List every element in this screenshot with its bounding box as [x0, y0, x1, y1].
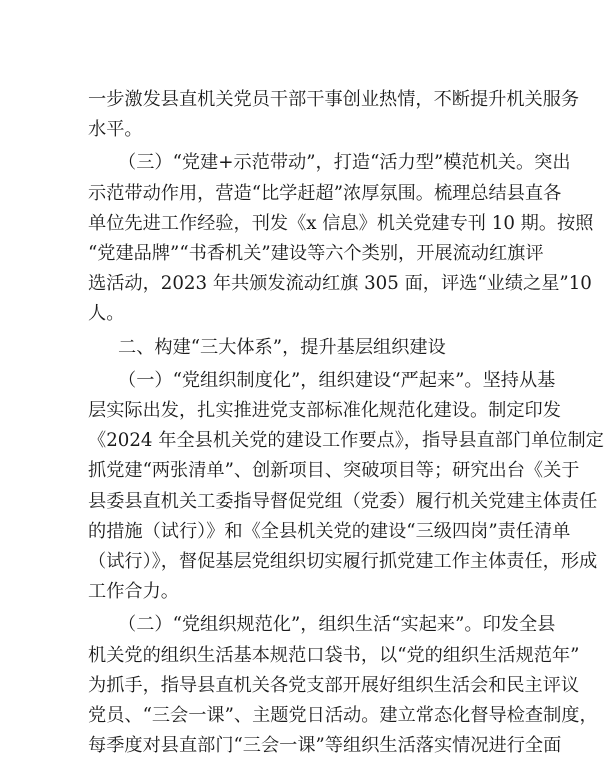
paragraph-line: （二）“党组织规范化”，组织生活“实起来”。印发全县 [118, 614, 556, 635]
paragraph-line: 党员、“三会一课”、主题党日活动。建立常态化督导检查制度， [88, 705, 598, 726]
paragraph-line: 工作合力。 [88, 581, 179, 602]
paragraph-line: （试行）》，督促基层党组织切实履行抓党建工作主体责任，形成 [88, 551, 598, 572]
paragraph-line: “党建品牌”“书香机关”建设等六个类别，开展流动红旗评 [88, 243, 544, 264]
paragraph-line: 的措施（试行）》和《全县机关党的建设“三级四岗”责任清单 [88, 521, 571, 542]
paragraph-line: （一）“党组织制度化”，组织建设“严起来”。坚持从基 [118, 370, 556, 391]
paragraph-line: 人。 [88, 303, 125, 324]
paragraph-line: 选活动，2023 年共颁发流动红旗 305 面，评选“业绩之星”10 [88, 273, 592, 294]
paragraph-line: （三）“党建+示范带动”，打造“活力型”模范机关。突出 [118, 152, 571, 173]
paragraph-line: 每季度对县直部门“三会一课”等组织生活落实情况进行全面 [88, 735, 562, 756]
paragraph-line: 县委县直机关工委指导督促党组（党委）履行机关党建主体责任 [88, 491, 598, 512]
paragraph-line: 水平。 [88, 119, 143, 140]
paragraph-line: 层实际出发，扎实推进党支部标准化规范化建设。制定印发 [88, 400, 561, 421]
paragraph-line: 一步激发县直机关党员干部干事创业热情，不断提升机关服务 [88, 89, 580, 110]
paragraph-line: 抓党建“两张清单”、创新项目、突破项目等；研究出台《关于 [88, 460, 580, 481]
paragraph-line: 机关党的组织生活基本规范口袋书，以“党的组织生活规范年” [88, 645, 580, 666]
section-heading: 二、构建“三大体系”，提升基层组织建设 [118, 337, 446, 358]
paragraph-line: 《2024 年全县机关党的建设工作要点》，指导县直部门单位制定 [88, 430, 604, 451]
paragraph-line: 为抓手，指导县直机关各党支部开展好组织生活会和民主评议 [88, 675, 580, 696]
paragraph-line: 示范带动作用，营造“比学赶超”浓厚氛围。梳理总结县直各 [88, 183, 562, 204]
paragraph-line: 单位先进工作经验，刊发《x 信息》机关党建专刊 10 期。按照 [88, 213, 594, 234]
